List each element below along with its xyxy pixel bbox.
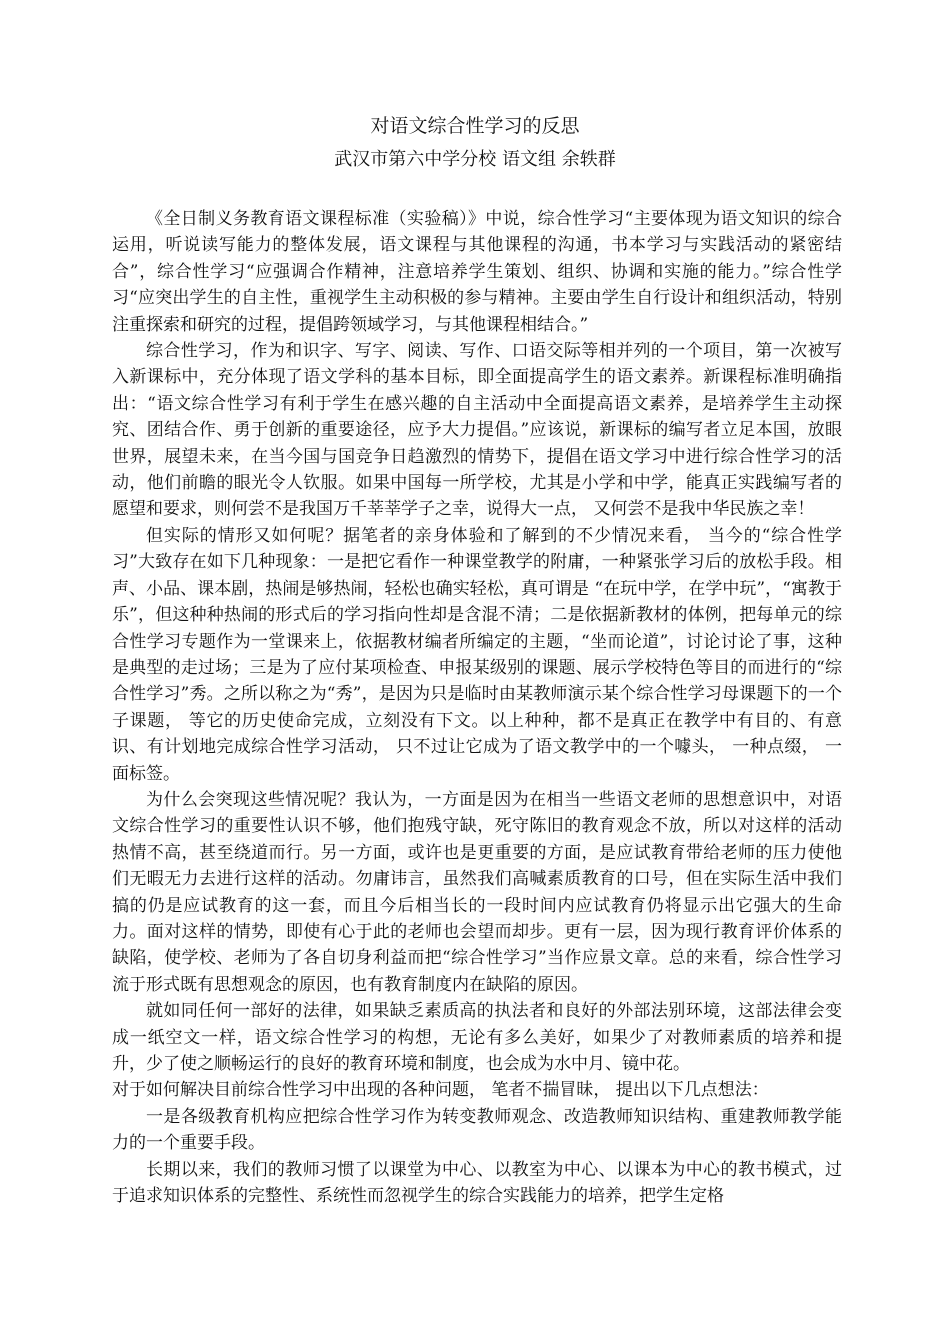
paragraph-8: 长期以来，我们的教师习惯了以课堂为中心、以教室为中心、以课本为中心的教书模式，过于追求知识体系的完整性、系统性而忽视学生的综合实践能力的培养，把学生定格 — [112, 1159, 842, 1207]
paragraph-6: 对于如何解决目前综合性学习中出现的各种问题， 笔者不揣冒昧， 提出以下几点想法： — [112, 1080, 769, 1101]
paragraph-4: 为什么会突现这些情况呢？我认为，一方面是因为在相当一些语文老师的思想意识中，对语文综合性学习的重要性认识不够，他们抱残守缺，死守陈旧的教育观念不放，所以对这样的活动热情不高，甚至绕道而行。另一方面，或许也是更重要的方面，是应试教育带给老师的压力使他们无暇无力去进行这样的活动。勿庸讳言，虽然我们高喊素质教育的口号，但在实际生活中我们搞的仍是应试教育的这一套，而且今后相当长的一段时间内应试教育仍将显示出它强大的生命力。面对这样的情势，即使有心于此的老师也会望而却步。更有一层，因为现行教育评价体系的缺陷，使学校、老师为了各自切身利益而把“综合性学习”当作应景文章。总的来看，综合性学习流于形式既有思想观念的原因，也有教育制度内在缺陷的原因。 — [112, 789, 842, 995]
paragraph-7: 一是各级教育机构应把综合性学习作为转变教师观念、改造教师知识结构、重建教师教学能力的一个重要手段。 — [112, 1106, 842, 1154]
document-byline: 武汉市第六中学分校 语文组 余轶群 — [334, 149, 616, 170]
paragraph-1: 《全日制义务教育语文课程标准（实验稿）》中说，综合性学习“主要体现为语文知识的综合运用，听说读写能力的整体发展，语文课程与其他课程的沟通，书本学习与实践活动的紧密结合”，综合性学习“应强调合作精神，注意培养学生策划、组织、协调和实施的能力。”综合性学习“应突出学生的自主性，重视学生主动积极的参与精神。主要由学生自行设计和组织活动，特别注重探索和研究的过程，提倡跨领域学习，与其他课程相结合。” — [112, 209, 842, 335]
paragraph-3: 但实际的情形又如何呢？据笔者的亲身体验和了解到的不少情况来看， 当今的“综合性学习”大致存在如下几种现象：一是把它看作一种课堂教学的附庸，一种紧张学习后的放松手段。相声、小品、课本剧，热闹是够热闹，轻松也确实轻松，真可谓是 “在玩中学，在学中玩”，“寓教于乐”，但这种种热闹的形式后的学习指向性却是含混不清；二是依据新教材的体例，把每单元的综合性学习专题作为一堂课来上，依据教材编者所编定的主题，“坐而论道”，讨论讨论了事，这种是典型的走过场；三是为了应付某项检查、申报某级别的课题、展示学校特色等目的而进行的“综合性学习”秀。之所以称之为“秀”，是因为只是临时由某教师演示某个综合性学习母课题下的一个子课题， 等它的历史使命完成，立刻没有下文。以上种种，都不是真正在教学中有目的、有意识、有计划地完成综合性学习活动， 只不过让它成为了语文教学中的一个噱头， 一种点缀， 一面标签。 — [112, 525, 842, 784]
document-title: 对语文综合性学习的反思 — [370, 115, 580, 137]
paragraph-2: 综合性学习，作为和识字、写字、阅读、写作、口语交际等相并列的一个项目，第一次被写入新课标中，充分体现了语文学科的基本目标，即全面提高学生的语文素养。新课程标准明确指出：“语文综合性学习有利于学生在感兴趣的自主活动中全面提高语文素养，是培养学生主动探究、团结合作、勇于创新的重要途径，应予大力提倡。”应该说，新课标的编写者立足本国，放眼世界，展望未来，在当今国与国竞争日趋激烈的情势下，提倡在语文学习中进行综合性学习的活动，他们前瞻的眼光令人钦服。如果中国每一所学校，尤其是小学和中学，能真正实践编写者的愿望和要求，则何尝不是我国万千莘莘学子之幸，说得大一点， 又何尝不是我中华民族之幸！ — [112, 341, 842, 520]
paragraph-5: 就如同任何一部好的法律，如果缺乏素质高的执法者和良好的外部法别环境，这部法律会变成一纸空文一样，语文综合性学习的构想，无论有多么美好，如果少了对教师素质的培养和提升，少了使之顺畅运行的良好的教育环境和制度，也会成为水中月、镜中花。 — [112, 1001, 842, 1074]
document-body — [112, 206, 842, 1209]
